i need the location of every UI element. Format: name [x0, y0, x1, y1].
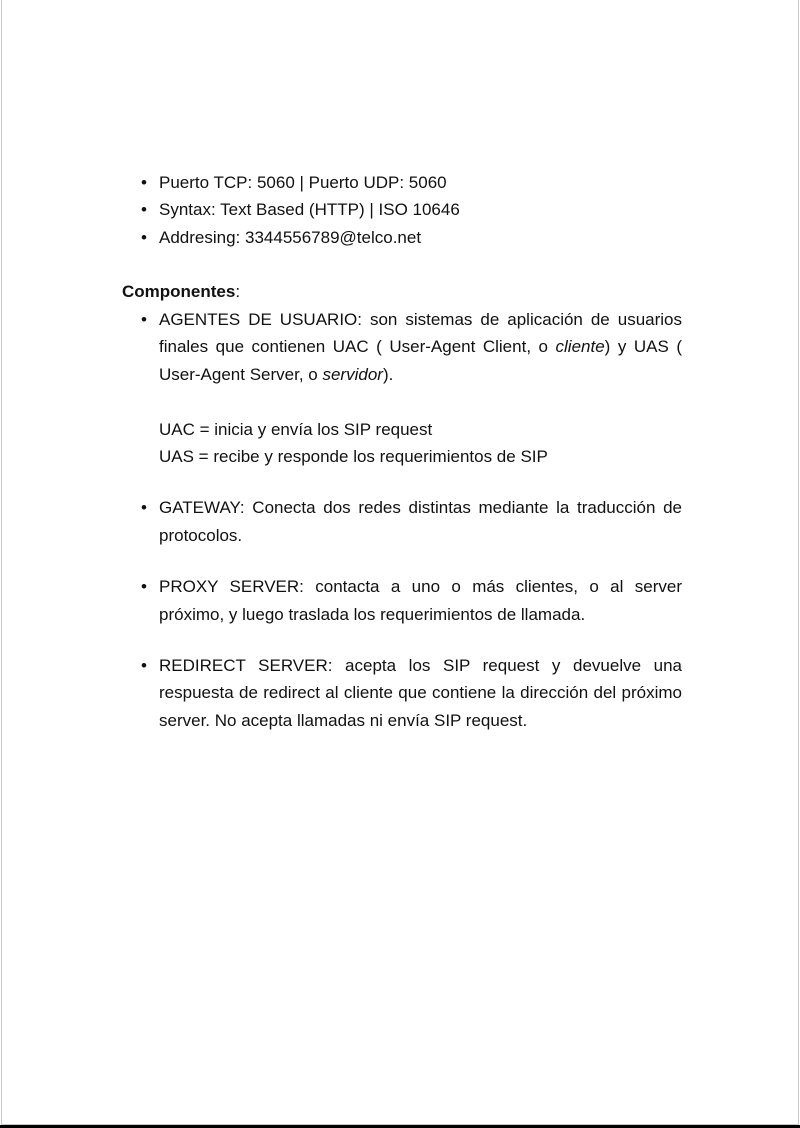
- heading-text: Componentes: [122, 282, 236, 301]
- list-item-ports: • Puerto TCP: 5060 | Puerto UDP: 5060: [122, 169, 682, 196]
- list-item-redirect: • REDIRECT SERVER: acepta los SIP request y devuelve una respuesta de redirect al cliente que contiene la dirección del próximo server. No acepta llamadas ni envía SIP request.: [122, 652, 682, 734]
- document-page: [1, 0, 799, 1125]
- componentes-heading: [122, 278, 682, 305]
- agentes-italic-cliente: cliente: [555, 337, 605, 357]
- list-item-addressing: • Addresing: 3344556789@telco.net: [122, 224, 682, 251]
- list-item-proxy: • PROXY SERVER: contacta a uno o más clientes, o al server próximo, y luego traslada los requerimientos de llamada.: [122, 573, 682, 628]
- list-item-gateway: • GATEWAY: Conecta dos redes distintas mediante la traducción de protocolos.: [122, 494, 682, 549]
- agentes-text-2: ) y UAS ( User-Agent Server, o: [159, 337, 682, 384]
- uac-definition: UAC = inicia y envía los SIP request: [159, 419, 433, 439]
- agentes-italic-servidor: servidor: [322, 364, 383, 384]
- protocol-info-list: [122, 169, 682, 251]
- agentes-text-3: ).: [382, 364, 394, 384]
- agentes-text: AGENTES DE USUARIO: son sistemas de aplicación de usuarios finales que contienen UAC ( User-Agent Client, o: [159, 310, 682, 357]
- list-item-syntax: • Syntax: Text Based (HTTP) | ISO 10646: [122, 196, 682, 223]
- componentes-list: [122, 306, 682, 734]
- uas-definition: UAS = recibe y responde los requerimientos de SIP: [159, 447, 548, 467]
- list-item-agentes: [122, 306, 682, 388]
- heading-colon: :: [235, 282, 241, 301]
